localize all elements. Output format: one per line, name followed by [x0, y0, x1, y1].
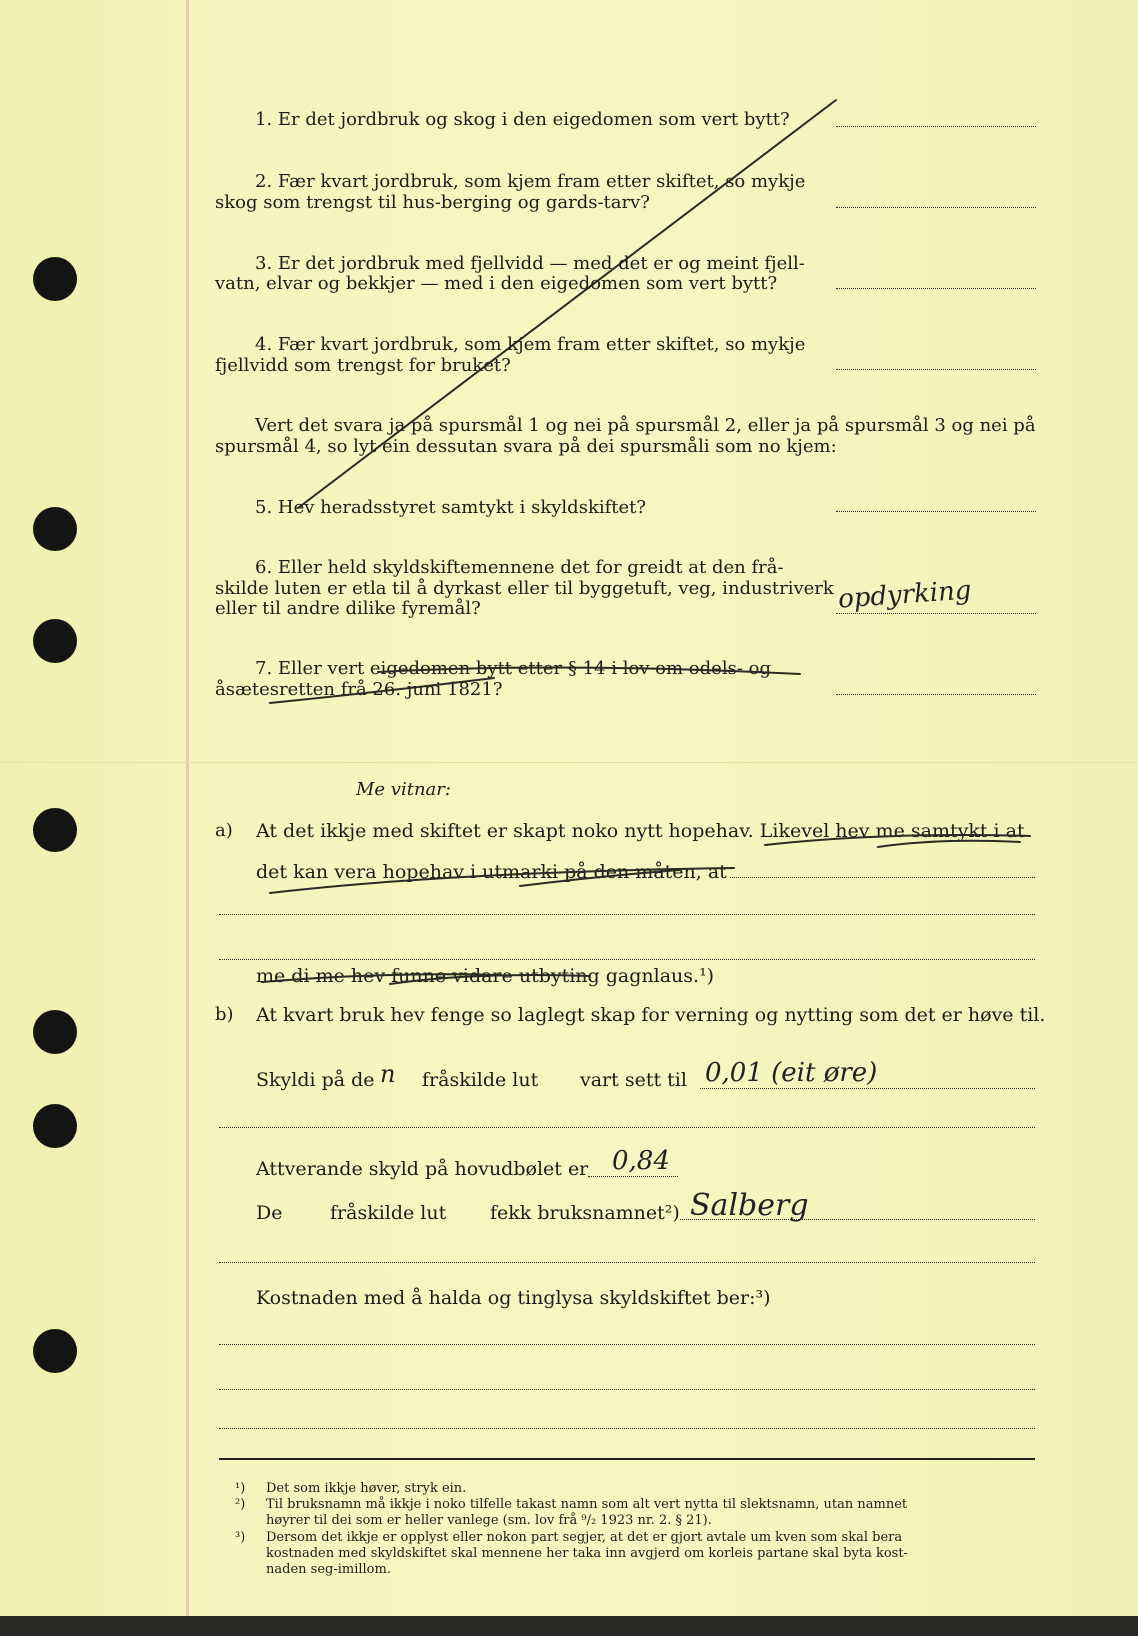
question-4-line1: 4. Fær kvart jordbruk, som kjem fram etter skiftet, so mykje [255, 334, 806, 355]
footnote-2-line1: Til bruksnamn må ikkje i noko tilfelle takast namn som alt vert nytta til slektsnamn, utan namnet [266, 1497, 908, 1512]
strike-samtykt [878, 841, 1020, 847]
footnote-2-mark: ²) [235, 1497, 246, 1512]
question-1: 1. Er det jordbruk og skog i den eigedomen som vert bytt? [255, 109, 790, 130]
footnote-3-line2: kostnaden med skyldskiftet skal mennene her taka inn avgjerd om korleis partane skal byta kost- [266, 1546, 908, 1561]
vart-sett-til-label: vart sett til [580, 1069, 687, 1091]
instruction-line2: spursmål 4, so lyt ein dessutan svara på dei spursmåli som no kjem: [215, 436, 837, 457]
diagonal-cancel-stroke [298, 100, 836, 508]
attverande-label: Attverande skyld på hovudbølet er [256, 1158, 589, 1180]
question-6-line3: eller til andre dilike fyremål? [215, 598, 481, 619]
witness-a-line3: me di me hev funne vidare utbyting gagnlaus.¹) [256, 965, 715, 987]
de-label: De [256, 1202, 283, 1224]
footnote-1-mark: ¹) [235, 1481, 246, 1496]
fraskilde-label: fråskilde lut [422, 1069, 539, 1091]
skyldi-value-handwritten: 0,01 (eit øre) [705, 1058, 878, 1088]
skyldi-label: Skyldi på de [256, 1069, 375, 1091]
question-4-line2: fjellvidd som trengst for bruket? [215, 355, 511, 376]
attverande-value-handwritten: 0,84 [612, 1146, 670, 1176]
question-3-line2: vatn, elvar og bekkjer — med i den eigedomen som vert bytt? [215, 273, 778, 294]
strike-q7-line2 [270, 678, 494, 703]
strike-me-di-me [262, 974, 500, 982]
answer-6-handwritten: opdyrking [837, 575, 973, 615]
question-2-line2: skog som trengst til hus-berging og gards-tarv? [215, 192, 650, 213]
kostnad-label: Kostnaden med å halda og tinglysa skyldskiftet ber:³) [256, 1287, 771, 1309]
witness-b-line1: At kvart bruk hev fenge so laglegt skap for verning og nytting som det er høve til. [256, 1004, 1046, 1026]
witness-a-marker: a) [215, 820, 233, 841]
witness-heading: Me vitnar: [356, 779, 451, 800]
fraskilde-lut-label: fråskilde lut [330, 1202, 447, 1224]
question-2-line1: 2. Fær kvart jordbruk, som kjem fram etter skiftet, so mykje [255, 171, 806, 192]
witness-a-line1: At det ikkje med skiftet er skapt noko nytt hopehav. Likevel hev me samtykt i at [256, 820, 1025, 842]
footnote-2-line2: høyrer til dei som er heller vanlege (sm. lov frå ⁹/₂ 1923 nr. 2. § 21). [266, 1513, 712, 1528]
skyldi-handwritten-n: n [380, 1060, 396, 1088]
footnote-1: Det som ikkje høver, stryk ein. [266, 1481, 467, 1496]
question-3-line1: 3. Er det jordbruk med fjellvidd — med det er og meint fjell- [255, 253, 805, 274]
scan-bottom-edge [0, 1616, 1138, 1636]
footnote-3-line1: Dersom det ikkje er opplyst eller nokon part segjer, at det er gjort avtale um kven som skal bera [266, 1530, 903, 1545]
question-5: 5. Hev heradsstyret samtykt i skyldskiftet? [255, 497, 647, 518]
bruksnamn-value-handwritten: Salberg [690, 1188, 809, 1223]
question-6-line2: skilde luten er etla til å dyrkast eller til byggetuft, veg, industriverk [215, 578, 834, 599]
bruksnamn-label: fekk bruksnamnet²) [490, 1202, 680, 1224]
footnote-3-mark: ³) [235, 1530, 246, 1545]
footnote-3-line3: naden seg-imillom. [266, 1562, 391, 1577]
witness-a-line2: det kan vera hopehav i utmarki på den måten, at [256, 861, 727, 883]
strike-q7-line1 [378, 667, 800, 674]
question-7-line2: åsætesretten frå 26. juni 1821? [215, 679, 503, 700]
instruction-line1: Vert det svara ja på spursmål 1 og nei på spursmål 2, eller ja på spursmål 3 og nei på [255, 415, 1036, 436]
question-7-line1: 7. Eller vert eigedomen bytt etter § 14 i lov om odels- og [255, 658, 771, 679]
strike-funne [390, 975, 590, 984]
witness-b-marker: b) [215, 1004, 234, 1025]
question-6-line1: 6. Eller held skyldskiftemennene det for greidt at den frå- [255, 557, 784, 578]
